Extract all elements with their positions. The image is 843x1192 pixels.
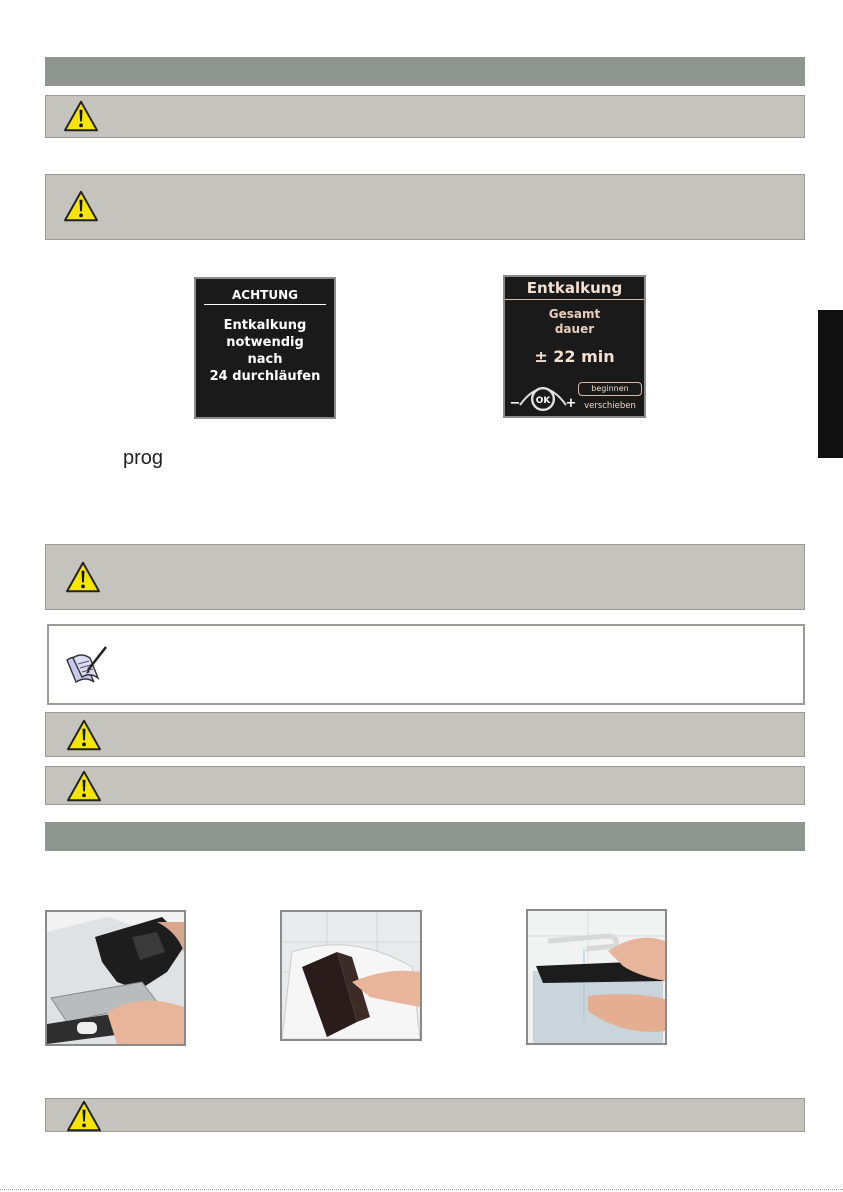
photo-rinse-water-tank <box>526 909 667 1045</box>
warning-box <box>45 174 805 240</box>
warning-triangle-icon <box>66 770 102 802</box>
warning-box <box>45 95 805 138</box>
warning-triangle-icon <box>63 100 99 132</box>
warning-triangle-icon <box>66 1100 102 1132</box>
screen-title: ACHTUNG <box>232 288 298 302</box>
screen-total-label: Gesamt dauer <box>548 307 601 336</box>
warning-triangle-icon <box>63 190 99 222</box>
chapter-side-tab <box>818 310 843 458</box>
screen-message: Entkalkung notwendig nach 24 durchläufen <box>209 318 321 384</box>
section-header-bar <box>45 822 805 851</box>
screen-divider <box>505 299 644 300</box>
postpone-button[interactable]: verschieben <box>584 401 636 411</box>
page-bottom-edge <box>0 1189 843 1190</box>
svg-text:+: + <box>565 396 577 411</box>
note-pen-icon <box>64 644 110 686</box>
svg-text:−: − <box>509 396 521 411</box>
prog-text: prog <box>123 447 164 469</box>
warning-triangle-icon <box>66 719 102 751</box>
warning-triangle-icon <box>65 561 101 593</box>
svg-text:OK: OK <box>535 396 551 406</box>
display-screen-warning <box>194 277 336 419</box>
display-screen-descaling <box>503 275 646 418</box>
section-header-bar <box>45 57 805 86</box>
note-box <box>47 624 805 705</box>
screen-title: Entkalkung <box>526 279 623 297</box>
start-button[interactable]: beginnen <box>578 382 642 396</box>
photo-empty-grounds-container <box>280 910 422 1041</box>
photo-remove-drip-tray <box>45 910 186 1046</box>
warning-box <box>45 766 805 805</box>
ok-dial-icon[interactable] <box>508 377 578 415</box>
warning-box <box>45 712 805 757</box>
screen-duration: ± 22 min <box>534 347 615 366</box>
warning-box <box>45 544 805 610</box>
warning-box <box>45 1098 805 1132</box>
screen-divider <box>204 304 326 305</box>
